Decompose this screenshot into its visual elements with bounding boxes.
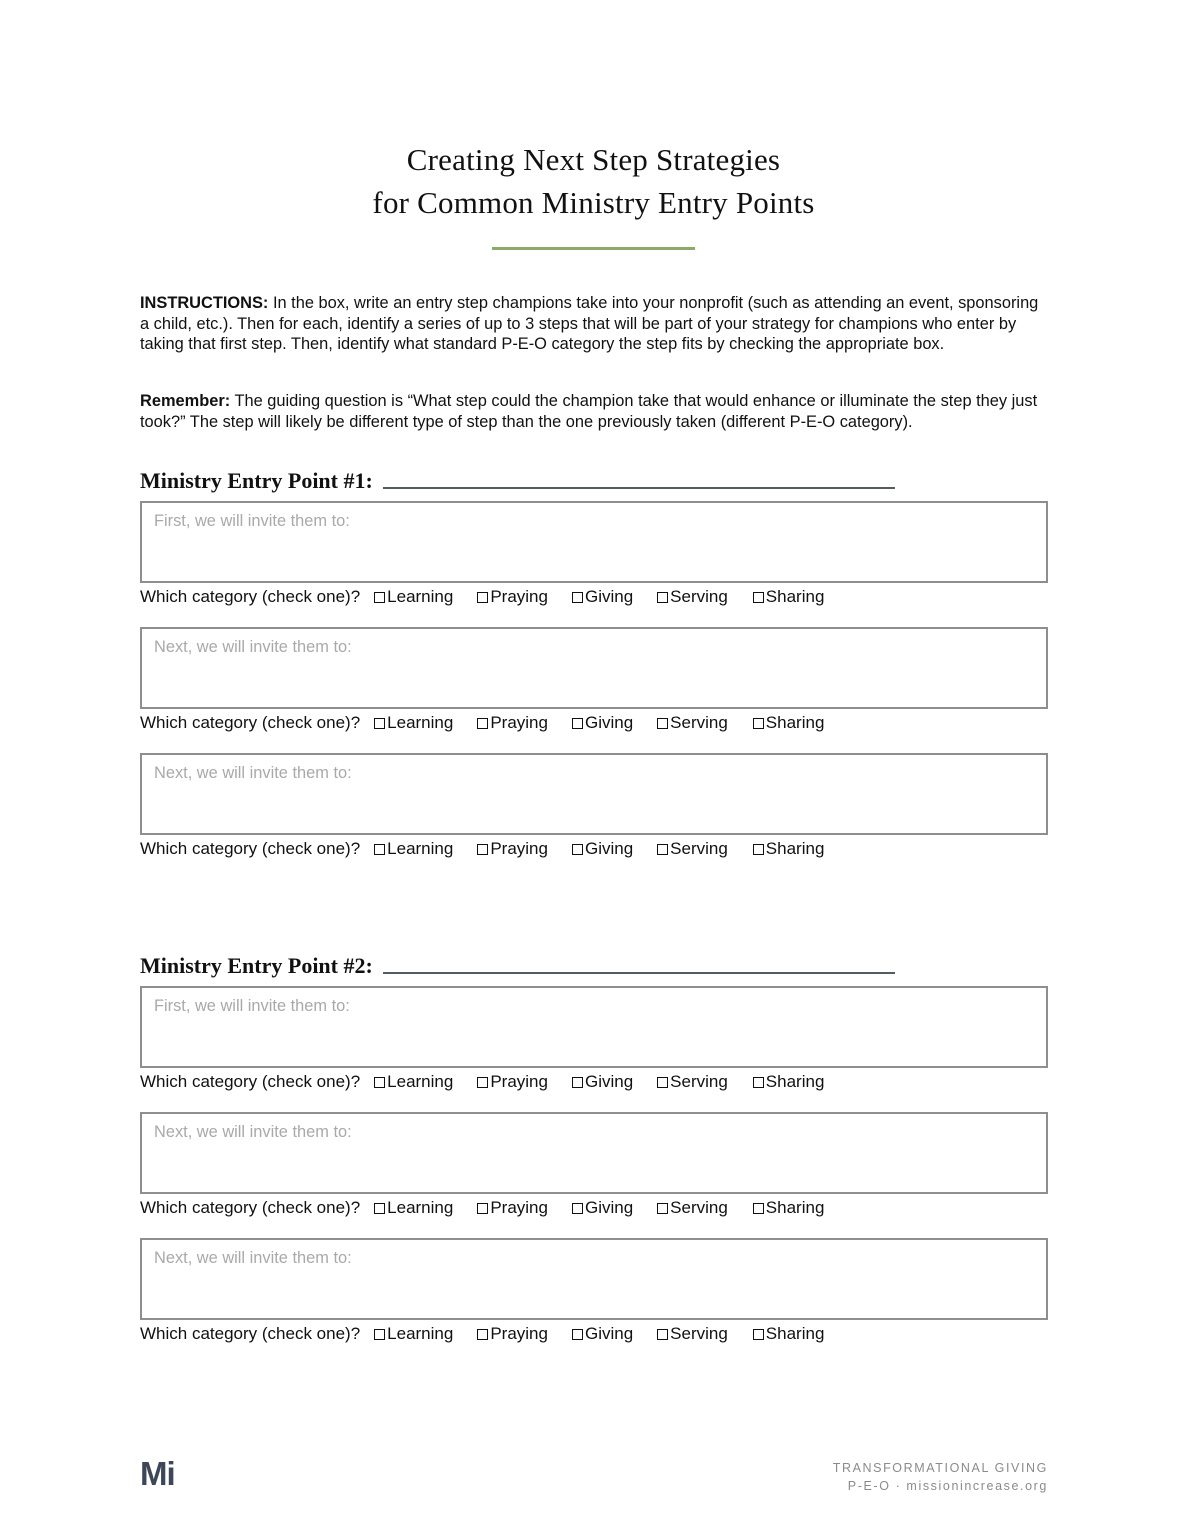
checkbox-label: Praying (490, 1324, 548, 1343)
checkbox-option-sharing-1-1[interactable] (753, 587, 825, 607)
checkbox-label: Giving (584, 713, 634, 732)
step-block-1-1 (140, 501, 1048, 610)
entry-point-2-write-in-line[interactable] (383, 972, 895, 974)
checkbox-icon[interactable] (753, 1329, 764, 1340)
category-row-2-2 (140, 1195, 1048, 1221)
checkbox-icon[interactable] (374, 592, 385, 603)
checkbox-label: Sharing (765, 713, 825, 732)
entry-point-section-1 (140, 463, 1048, 862)
checkbox-label: Praying (490, 587, 548, 606)
step-block-2-3 (140, 1238, 1048, 1347)
checkbox-option-praying-1-3[interactable] (477, 839, 548, 859)
page-title-line-2: for Common Ministry Entry Points (372, 185, 815, 220)
checkbox-icon[interactable] (753, 1203, 764, 1214)
category-row-1-1 (140, 584, 1048, 610)
checkbox-label: Praying (490, 1198, 548, 1217)
checkbox-icon[interactable] (374, 844, 385, 855)
step-placeholder-1-3: Next, we will invite them to: (154, 764, 352, 782)
checkbox-label: Sharing (765, 587, 825, 606)
step-input-1-2[interactable] (140, 627, 1048, 709)
category-row-1-2 (140, 710, 1048, 736)
checkbox-label: Giving (584, 1072, 634, 1091)
checkbox-icon[interactable] (657, 592, 668, 603)
checkbox-option-giving-2-2[interactable] (572, 1198, 633, 1218)
instructions-body: In the box, write an entry step champions take into your nonprofit (such as attending an event, sponsoring a child, etc.). Then for each, identify a series of up to 3 steps that will be part of your strategy for champions who enter by taking that first step. Then, identify what standard P-E-O category the step fits by checking the appropriate box. (140, 294, 1039, 354)
page-footer (140, 1455, 1048, 1505)
entry-point-2-heading (140, 948, 1048, 978)
remember-paragraph (140, 391, 1045, 432)
checkbox-option-sharing-2-3[interactable] (753, 1324, 825, 1344)
checkbox-label: Learning (387, 587, 454, 606)
checkbox-icon[interactable] (374, 1329, 385, 1340)
checkbox-icon[interactable] (477, 1077, 488, 1088)
category-question-2-1: Which category (check one)? (140, 1072, 361, 1091)
checkbox-label: Learning (387, 713, 454, 732)
checkbox-icon[interactable] (753, 592, 764, 603)
checkbox-icon[interactable] (753, 718, 764, 729)
checkbox-icon[interactable] (374, 1077, 385, 1088)
step-placeholder-2-1: First, we will invite them to: (154, 997, 350, 1015)
checkbox-label: Sharing (765, 1198, 825, 1217)
checkbox-icon[interactable] (657, 718, 668, 729)
entry-point-1-write-in-line[interactable] (383, 487, 895, 489)
checkbox-icon[interactable] (572, 718, 583, 729)
checkbox-label: Learning (387, 1324, 454, 1343)
checkbox-option-serving-2-3[interactable] (657, 1324, 728, 1344)
checkbox-label: Serving (670, 587, 728, 606)
checkbox-label: Sharing (765, 1324, 825, 1343)
checkbox-label: Serving (670, 1072, 728, 1091)
checkbox-option-serving-1-3[interactable] (657, 839, 728, 859)
checkbox-icon[interactable] (753, 844, 764, 855)
mission-increase-logo: Mi (140, 1455, 175, 1492)
step-block-1-3 (140, 753, 1048, 862)
step-input-1-1[interactable] (140, 501, 1048, 583)
category-row-1-3 (140, 836, 1048, 862)
checkbox-icon[interactable] (477, 844, 488, 855)
entry-point-1-label: Ministry Entry Point #1: (140, 468, 373, 493)
checkbox-label: Serving (670, 1198, 728, 1217)
checkbox-icon[interactable] (477, 1203, 488, 1214)
checkbox-label: Learning (387, 839, 454, 858)
category-question-1-3: Which category (check one)? (140, 839, 361, 858)
footer-branding (833, 1459, 1048, 1495)
checkbox-option-learning-1-2[interactable] (374, 713, 453, 733)
block-spacer (140, 610, 1048, 619)
checkbox-icon[interactable] (657, 1203, 668, 1214)
checkbox-option-serving-2-2[interactable] (657, 1198, 728, 1218)
checkbox-option-serving-1-2[interactable] (657, 713, 728, 733)
checkbox-label: Giving (584, 1324, 634, 1343)
checkbox-option-praying-1-1[interactable] (477, 587, 548, 607)
checkbox-option-praying-2-2[interactable] (477, 1198, 548, 1218)
page-title-line-1: Creating Next Step Strategies (406, 142, 781, 177)
checkbox-label: Giving (584, 839, 634, 858)
checkbox-icon[interactable] (477, 718, 488, 729)
step-block-2-1 (140, 986, 1048, 1095)
checkbox-option-serving-2-1[interactable] (657, 1072, 728, 1092)
checkbox-icon[interactable] (477, 592, 488, 603)
step-placeholder-1-2: Next, we will invite them to: (154, 638, 352, 656)
step-block-2-2 (140, 1112, 1048, 1221)
entry-point-1-heading (140, 463, 1048, 493)
checkbox-option-sharing-2-1[interactable] (753, 1072, 825, 1092)
checkbox-option-praying-2-3[interactable] (477, 1324, 548, 1344)
checkbox-label: Praying (490, 839, 548, 858)
checkbox-icon[interactable] (753, 1077, 764, 1088)
checkbox-option-sharing-2-2[interactable] (753, 1198, 825, 1218)
checkbox-icon[interactable] (657, 1077, 668, 1088)
checkbox-option-serving-1-1[interactable] (657, 587, 728, 607)
checkbox-icon[interactable] (572, 592, 583, 603)
checkbox-label: Giving (584, 587, 634, 606)
checkbox-label: Sharing (765, 839, 825, 858)
checkbox-option-learning-1-3[interactable] (374, 839, 453, 859)
step-input-2-1[interactable] (140, 986, 1048, 1068)
checkbox-option-learning-1-1[interactable] (374, 587, 453, 607)
category-row-2-3 (140, 1321, 1048, 1347)
checkbox-option-praying-1-2[interactable] (477, 713, 548, 733)
checkbox-icon[interactable] (572, 1203, 583, 1214)
step-input-2-3[interactable] (140, 1238, 1048, 1320)
checkbox-label: Serving (670, 713, 728, 732)
checkbox-option-giving-2-3[interactable] (572, 1324, 633, 1344)
checkbox-option-learning-2-3[interactable] (374, 1324, 453, 1344)
category-question-2-3: Which category (check one)? (140, 1324, 361, 1343)
remember-body: The guiding question is “What step could the champion take that would enhance or illuminate the step they just took?” The step will likely be different type of step than the one previously taken (different P-E-O category). (140, 392, 1038, 431)
checkbox-option-learning-2-2[interactable] (374, 1198, 453, 1218)
page-title (0, 0, 1187, 250)
category-question-2-2: Which category (check one)? (140, 1198, 361, 1217)
checkbox-label: Serving (670, 1324, 728, 1343)
step-block-1-2 (140, 627, 1048, 736)
category-question-1-2: Which category (check one)? (140, 713, 361, 732)
checkbox-label: Giving (584, 1198, 634, 1217)
step-placeholder-2-3: Next, we will invite them to: (154, 1249, 352, 1267)
title-divider (492, 247, 695, 250)
checkbox-label: Serving (670, 839, 728, 858)
checkbox-option-praying-2-1[interactable] (477, 1072, 548, 1092)
checkbox-icon[interactable] (572, 844, 583, 855)
entry-point-2-label: Ministry Entry Point #2: (140, 953, 373, 978)
remember-label: Remember: (140, 392, 231, 411)
checkbox-label: Praying (490, 1072, 548, 1091)
checkbox-label: Sharing (765, 1072, 825, 1091)
checkbox-icon[interactable] (374, 1203, 385, 1214)
checkbox-label: Learning (387, 1072, 454, 1091)
checkbox-icon[interactable] (572, 1077, 583, 1088)
checkbox-icon[interactable] (657, 844, 668, 855)
checkbox-label: Learning (387, 1198, 454, 1217)
block-spacer (140, 736, 1048, 745)
instructions-paragraph (140, 293, 1048, 354)
checkbox-icon[interactable] (374, 718, 385, 729)
checkbox-option-learning-2-1[interactable] (374, 1072, 453, 1092)
checkbox-option-giving-1-1[interactable] (572, 587, 633, 607)
footer-website: P-E-O · missionincrease.org (847, 1479, 1048, 1493)
step-input-2-2[interactable] (140, 1112, 1048, 1194)
entry-point-section-2 (140, 948, 1048, 1347)
step-placeholder-2-2: Next, we will invite them to: (154, 1123, 352, 1141)
checkbox-option-sharing-1-2[interactable] (753, 713, 825, 733)
checkbox-icon[interactable] (572, 1329, 583, 1340)
checkbox-icon[interactable] (657, 1329, 668, 1340)
category-question-1-1: Which category (check one)? (140, 587, 361, 606)
instructions-label: INSTRUCTIONS: (140, 294, 269, 313)
step-input-1-3[interactable] (140, 753, 1048, 835)
checkbox-option-giving-2-1[interactable] (572, 1072, 633, 1092)
checkbox-icon[interactable] (477, 1329, 488, 1340)
block-spacer (140, 1221, 1048, 1230)
category-row-2-1 (140, 1069, 1048, 1095)
checkbox-option-giving-1-2[interactable] (572, 713, 633, 733)
step-placeholder-1-1: First, we will invite them to: (154, 512, 350, 530)
checkbox-option-giving-1-3[interactable] (572, 839, 633, 859)
block-spacer (140, 1095, 1048, 1104)
checkbox-option-sharing-1-3[interactable] (753, 839, 825, 859)
footer-tagline: TRANSFORMATIONAL GIVING (832, 1461, 1048, 1475)
checkbox-label: Praying (490, 713, 548, 732)
